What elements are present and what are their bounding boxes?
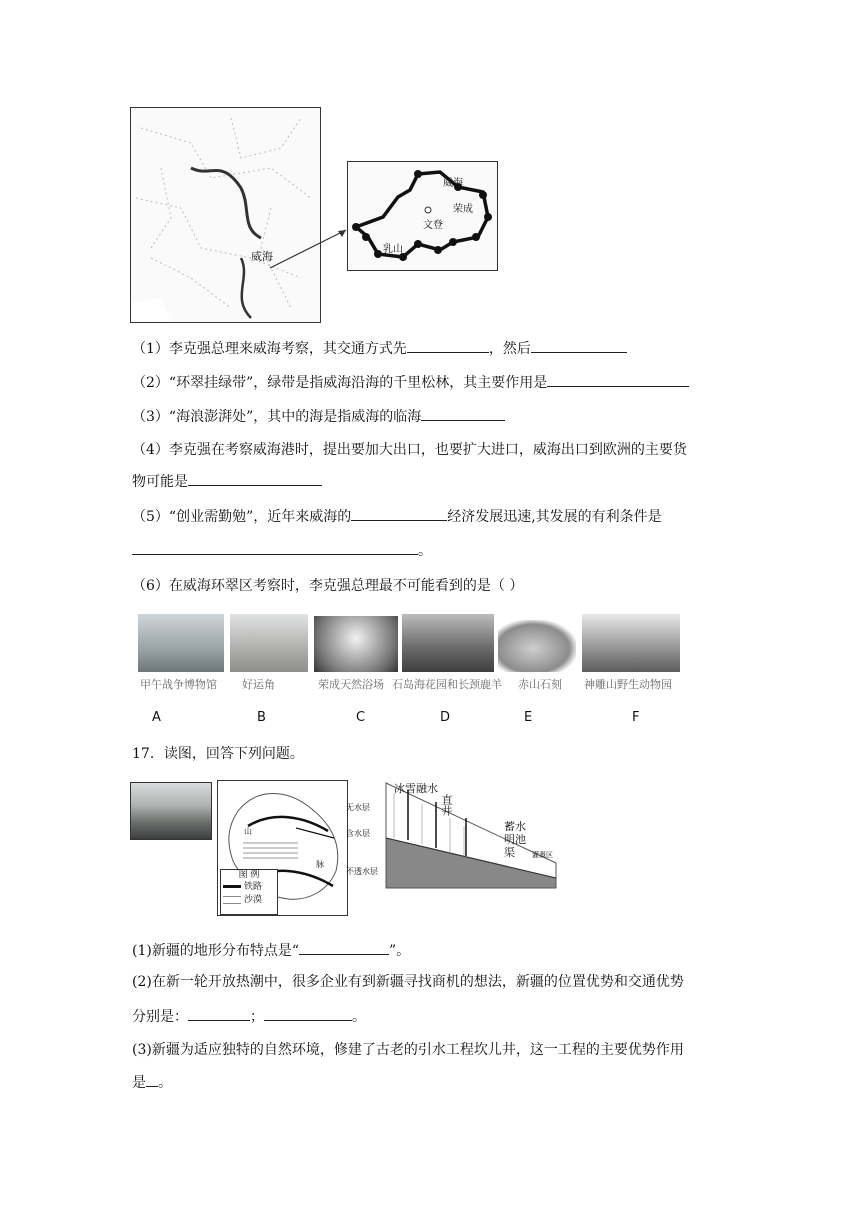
q17-part3-text: (3)新疆为适应独特的自然环境，修建了古老的引水工程坎儿井，这一工程的主要优势作用 xyxy=(132,1042,684,1058)
q17-part2-pre: 分别是： xyxy=(132,1009,188,1025)
q17-title-text: 17．读图，回答下列问题。 xyxy=(132,746,304,762)
inset-label-weihai: 威海 xyxy=(443,178,463,189)
photo-c xyxy=(314,616,398,672)
q17-part2-line1 xyxy=(132,972,684,992)
photo-caption-d: 石岛海花园和长颈鹿羊 xyxy=(392,678,502,691)
karez-field: 灌溉区 xyxy=(532,851,553,859)
answer-blank[interactable] xyxy=(188,471,322,486)
answer-blank[interactable] xyxy=(299,940,389,955)
q17-part1-end: ”。 xyxy=(389,943,411,959)
map-label-weihai: 威海 xyxy=(251,250,273,263)
q16-part5-end: 。 xyxy=(418,543,432,559)
option-c[interactable]: C xyxy=(356,710,366,725)
map-legend xyxy=(220,869,278,915)
q17-part1-text: (1)新疆的地形分布特点是“ xyxy=(132,943,299,959)
photo-e xyxy=(498,620,576,672)
option-a[interactable]: A xyxy=(152,710,161,725)
answer-blank[interactable] xyxy=(132,540,418,555)
legend-rail xyxy=(221,881,277,894)
q16-part4-text: （4）李克强在考察威海港时，提出要加大出口，也要扩大进口，威海出口到欧洲的主要货 xyxy=(132,442,687,458)
q16-part2-text: （2）“环翠挂绿带”，绿带是指威海沿海的千里松林，其主要作用是 xyxy=(132,375,548,391)
q17-part3-pre: 是 xyxy=(132,1075,146,1091)
karez-layer3: 不透水层 xyxy=(346,867,378,876)
karez-layer1: 无水层 xyxy=(346,803,370,812)
q16-part2 xyxy=(132,372,689,393)
inset-label-wendeng: 文登 xyxy=(423,220,443,231)
karez-pool: 蓄水明池渠 xyxy=(504,820,526,859)
q16-part4-line1 xyxy=(132,440,687,460)
photo-caption-f: 神雕山野生动物园 xyxy=(584,678,672,691)
pointer-line xyxy=(296,818,336,858)
photo-caption-b: 好运角 xyxy=(242,678,275,691)
q17-part2-sep: ； xyxy=(250,1009,264,1025)
karez-title: 冰雪融水 xyxy=(394,782,438,795)
desert-icon xyxy=(223,896,241,904)
photo-b xyxy=(230,614,308,672)
photo-caption-c: 荣成天然浴场 xyxy=(318,678,384,691)
q17-part2-line2 xyxy=(132,1006,366,1027)
karez-diagram xyxy=(346,778,566,898)
q16-part6-text: （6）在威海环翠区考察时，李克强总理最不可能看到的是（ ） xyxy=(132,578,524,594)
q16-part5-line1 xyxy=(132,506,662,527)
answer-blank[interactable] xyxy=(188,1006,250,1021)
karez-shaft: 直井 xyxy=(440,794,453,816)
inset-label-rongcheng: 荣成 xyxy=(453,204,473,215)
option-b[interactable]: B xyxy=(257,710,266,725)
photo-f xyxy=(582,614,680,672)
q17-part3-line1 xyxy=(132,1040,684,1060)
q16-part5-mid: 经济发展迅速,其发展的有利条件是 xyxy=(447,509,662,525)
answer-blank[interactable] xyxy=(351,506,447,521)
option-e[interactable]: E xyxy=(524,710,533,725)
inset-label-rushan: 乳山 xyxy=(383,244,403,255)
q16-part5-text: （5）“创业需勤勉”，近年来威海的 xyxy=(132,509,352,525)
q16-part6 xyxy=(132,576,523,596)
q16-part3 xyxy=(132,406,505,427)
karez-layer2: 含水层 xyxy=(346,829,370,838)
q17-title xyxy=(132,744,304,764)
q17-part2-text: (2)在新一轮开放热潮中，很多企业有到新疆寻找商机的想法，新疆的位置优势和交通优势 xyxy=(132,974,684,990)
photo-strip xyxy=(138,614,694,694)
answer-blank[interactable] xyxy=(531,338,627,353)
q17-part1 xyxy=(132,940,410,961)
map-label-mountain1: 山 xyxy=(244,827,252,836)
rail-icon xyxy=(223,885,241,888)
q16-part1-text: （1）李克强总理来威海考察，其交通方式先 xyxy=(132,341,407,357)
q16-part4-text2: 物可能是 xyxy=(132,474,188,490)
weihai-inset-map xyxy=(347,161,498,271)
q17-part3-end: 。 xyxy=(158,1075,172,1091)
answer-blank[interactable] xyxy=(146,1072,158,1087)
answer-blank[interactable] xyxy=(547,372,689,387)
photo-caption-a: 甲午战争博物馆 xyxy=(140,678,217,691)
legend-desert-label: 沙漠 xyxy=(243,895,262,905)
map-label-mountain2: 脉 xyxy=(316,860,324,869)
legend-desert xyxy=(221,894,277,907)
answer-blank[interactable] xyxy=(421,406,505,421)
xinjiang-photo xyxy=(130,782,212,840)
arrow-icon xyxy=(268,170,358,280)
photo-caption-e: 赤山石刻 xyxy=(518,678,562,691)
option-d[interactable]: D xyxy=(440,710,451,725)
option-f[interactable]: F xyxy=(632,710,640,725)
answer-blank[interactable] xyxy=(407,338,489,353)
q17-part3-line2 xyxy=(132,1072,172,1093)
q16-part3-text: （3）“海浪澎湃处”，其中的海是指威海的临海 xyxy=(132,409,422,425)
legend-rail-label: 铁路 xyxy=(243,882,262,892)
photo-a xyxy=(138,614,224,672)
q16-part1-mid: ，然后 xyxy=(488,341,531,357)
answer-blank[interactable] xyxy=(264,1006,352,1021)
q16-part1 xyxy=(132,338,627,359)
q17-part2-end: 。 xyxy=(352,1009,366,1025)
q16-part4-line2 xyxy=(132,471,322,492)
photo-d xyxy=(402,614,494,672)
legend-title: 图 例 xyxy=(238,870,260,880)
q16-part5-line2 xyxy=(132,540,432,561)
